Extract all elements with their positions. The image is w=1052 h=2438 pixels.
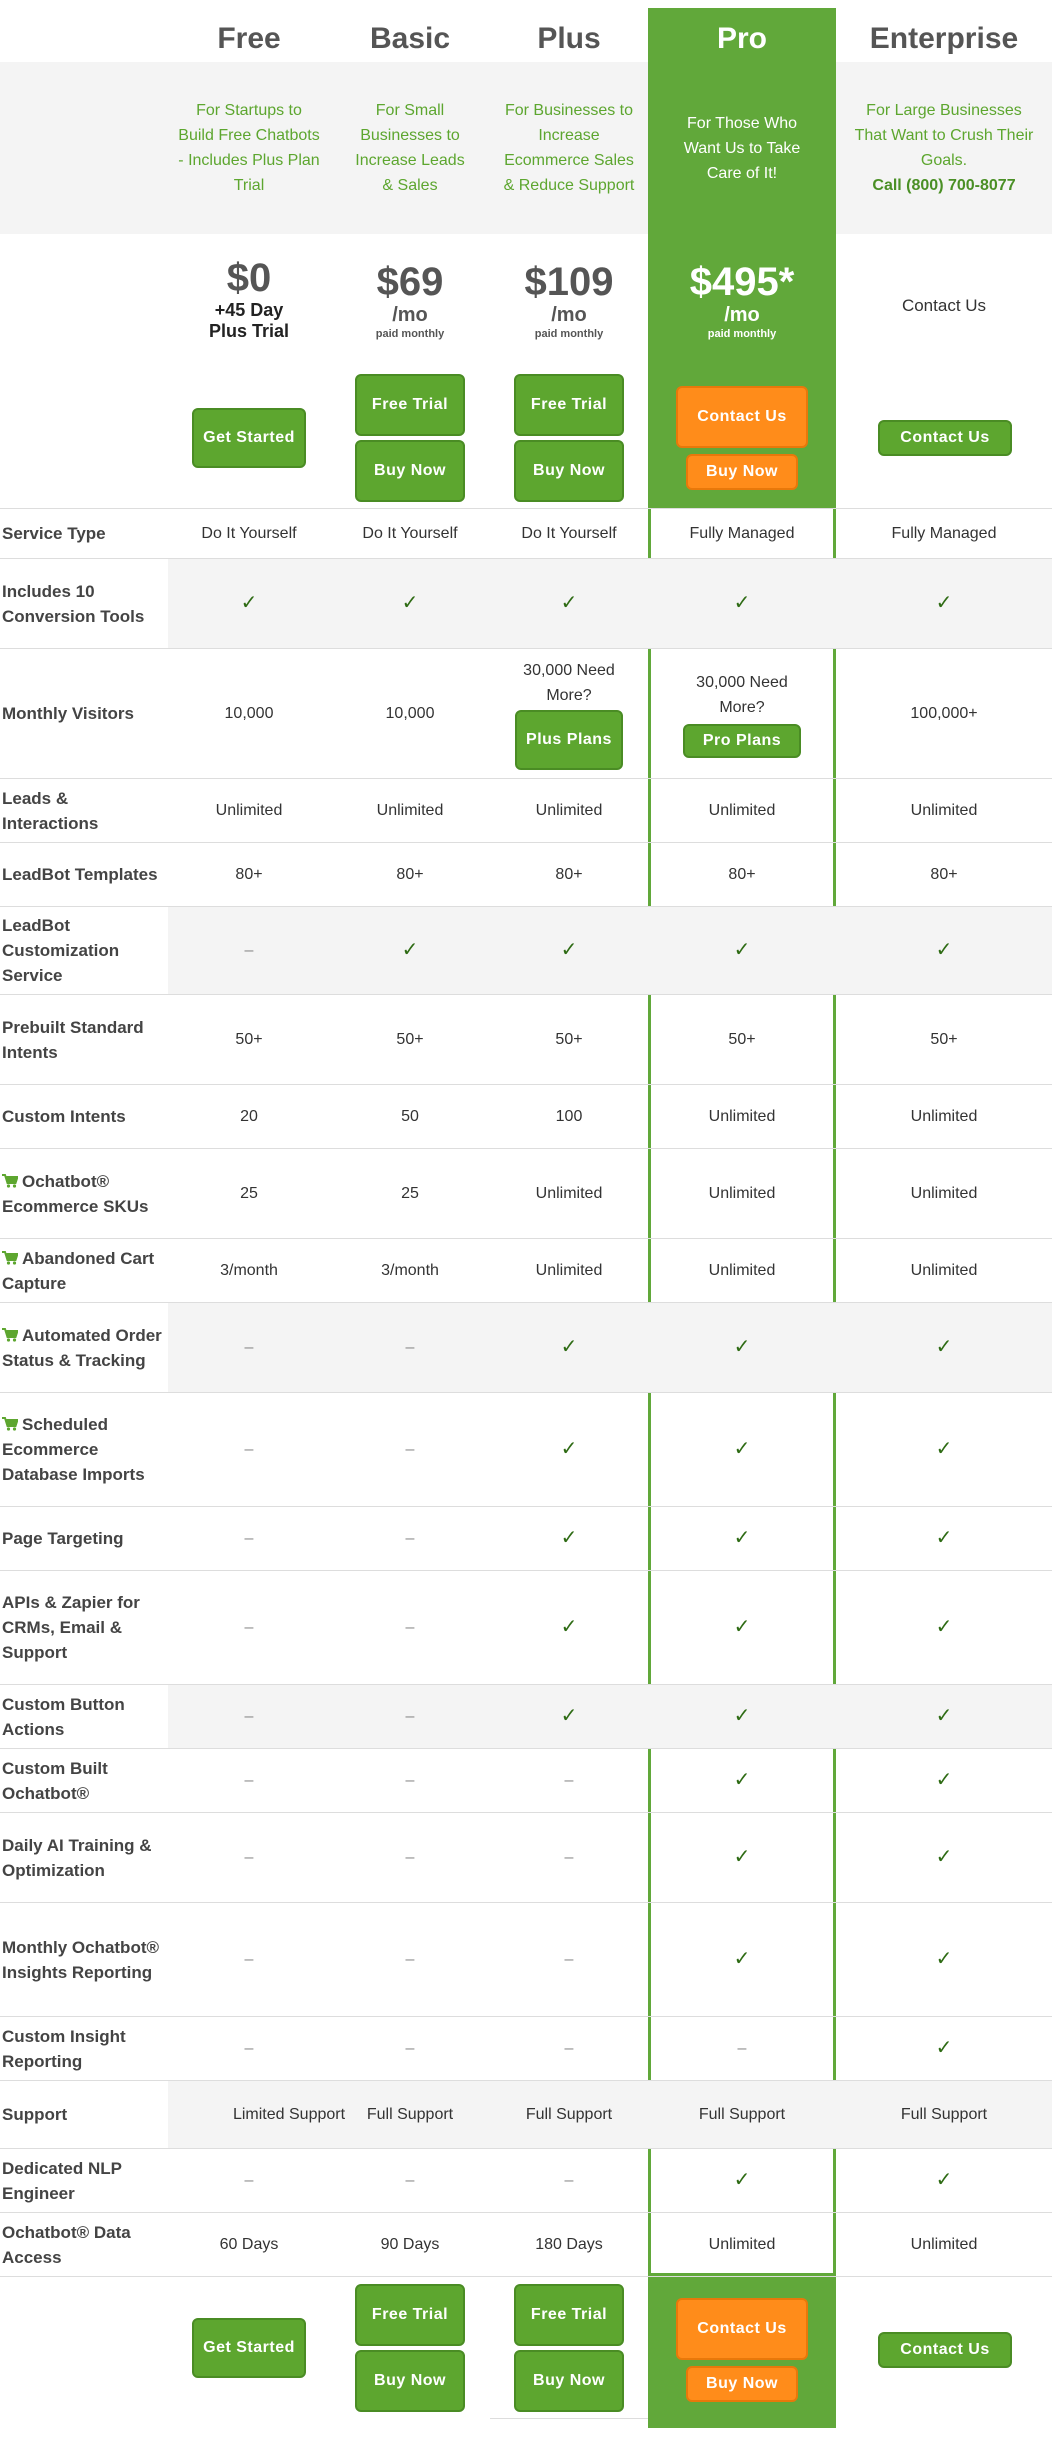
check-icon: ✓ [733, 2169, 751, 2191]
table-cell: 25 [240, 1185, 258, 1202]
row-label [2, 1813, 162, 1902]
table-cell: Full Support [698, 2106, 786, 2123]
dash-icon: – [244, 1339, 254, 1356]
table-cell: 80+ [930, 866, 958, 883]
table-cell: Do It Yourself [362, 525, 458, 542]
check-icon: ✓ [733, 1616, 751, 1638]
plan-desc-enterprise-text: For Large Businesses That Want to Crush Their Goals. [854, 102, 1034, 169]
price-basic-amount: $69 [376, 260, 444, 304]
table-cell: Unlimited [535, 1185, 603, 1202]
table-cell: Unlimited [708, 2236, 776, 2253]
row-label-text [2, 913, 162, 988]
visitors-value: 30,000 Need More? [696, 673, 788, 716]
table-cell: Unlimited [910, 1262, 978, 1279]
table-cell: Unlimited [708, 1108, 776, 1125]
row-label [2, 1239, 162, 1302]
dash-icon: – [405, 2040, 415, 2057]
check-icon: ✓ [560, 1438, 578, 1460]
table-cell: 50+ [930, 1031, 958, 1048]
check-icon: ✓ [733, 1527, 751, 1549]
price-pro-amount: $495* [689, 260, 795, 304]
check-icon: ✓ [560, 939, 578, 961]
check-icon: ✓ [560, 1616, 578, 1638]
row-label [2, 1085, 162, 1148]
dash-icon: – [564, 2172, 574, 2189]
table-cell: 180 Days [535, 2236, 603, 2253]
check-icon: ✓ [401, 592, 419, 614]
row-label-text [2, 1935, 162, 1985]
row-label-text [2, 2024, 162, 2074]
table-cell: 3/month [220, 1262, 278, 1279]
price-free-amount: $0 [226, 256, 272, 300]
cart-icon [2, 1417, 18, 1431]
plus-buy-now-button-top[interactable]: Buy Now [514, 440, 624, 502]
table-cell: 10,000 [385, 705, 435, 722]
row-label [2, 1903, 162, 2016]
check-icon: ✓ [560, 592, 578, 614]
table-cell: 50+ [396, 1031, 424, 1048]
row-label-text [2, 579, 162, 629]
dash-icon: – [405, 1849, 415, 1866]
plan-title-pro: Pro [716, 22, 767, 55]
check-icon: ✓ [560, 1705, 578, 1727]
row-label [2, 2017, 162, 2080]
table-cell: Unlimited [535, 1262, 603, 1279]
table-cell [490, 649, 648, 778]
row-label-value: Abandoned Cart Capture [2, 1248, 155, 1293]
row-label-value: Custom Button Actions [2, 1694, 125, 1739]
price-basic-period: /mo [392, 304, 428, 326]
check-icon: ✓ [935, 2169, 953, 2191]
row-label [2, 1685, 162, 1748]
dash-icon: – [564, 1772, 574, 1789]
price-plus-amount: $109 [524, 260, 614, 304]
table-bottom-border [0, 2276, 1052, 2277]
price-free [168, 256, 330, 342]
plan-desc-plus: For Businesses to Increase Ecommerce Sales & Reduce Support [503, 102, 635, 194]
table-cell: 100 [555, 1108, 583, 1125]
row-label-text [2, 2156, 162, 2206]
check-icon: ✓ [935, 1438, 953, 1460]
pro-buy-now-button-top[interactable]: Buy Now [686, 454, 798, 490]
check-icon: ✓ [935, 939, 953, 961]
plan-title-free: Free [217, 22, 281, 55]
row-label-text [2, 1526, 124, 1551]
pro-contact-us-button-top[interactable]: Contact Us [676, 386, 808, 448]
check-icon: ✓ [560, 1336, 578, 1358]
row-label [2, 1149, 162, 1238]
table-cell: 80+ [555, 866, 583, 883]
row-label [2, 907, 162, 994]
row-label-text [2, 521, 106, 546]
table-cell: 20 [240, 1108, 258, 1125]
price-basic-billing: paid monthly [375, 328, 445, 340]
table-cell: Unlimited [910, 1185, 978, 1202]
table-cell: 50+ [555, 1031, 583, 1048]
check-icon: ✓ [733, 1948, 751, 1970]
row-label [2, 2081, 162, 2148]
check-icon: ✓ [733, 1846, 751, 1868]
row-label-value: Prebuilt Standard Intents [2, 1017, 144, 1062]
table-cell: Unlimited [708, 1185, 776, 1202]
dash-icon: – [244, 942, 254, 959]
visitors-value: 30,000 Need More? [523, 661, 615, 704]
row-label-text [2, 1169, 162, 1219]
row-label-value: LeadBot Customization Service [2, 916, 120, 985]
table-cell: Do It Yourself [201, 525, 297, 542]
table-cell: Unlimited [376, 802, 444, 819]
table-cell: Unlimited [910, 2236, 978, 2253]
dash-icon: – [405, 1441, 415, 1458]
row-label-value: Support [2, 2105, 68, 2124]
table-cell: Unlimited [535, 802, 603, 819]
row-label-value: Custom Insight Reporting [2, 2026, 126, 2071]
row-label [2, 1571, 162, 1684]
plan-desc-free: For Startups to Build Free Chatbots - Includes Plus Plan Trial [178, 102, 320, 194]
row-label [2, 1303, 162, 1392]
table-cell: Unlimited [215, 802, 283, 819]
price-pro [648, 260, 836, 342]
row-label-value: Ochatbot® Data Access [2, 2222, 131, 2267]
table-cell: 50+ [728, 1031, 756, 1048]
check-icon: ✓ [240, 592, 258, 614]
row-label-text [2, 1692, 162, 1742]
dash-icon: – [405, 1708, 415, 1725]
check-icon: ✓ [935, 1336, 953, 1358]
table-cell: 90 Days [380, 2236, 440, 2253]
price-plus-billing: paid monthly [534, 328, 604, 340]
cart-icon [2, 1174, 18, 1188]
dash-icon: – [244, 1849, 254, 1866]
dash-icon: – [405, 1951, 415, 1968]
table-cell: 50 [401, 1108, 419, 1125]
row-label-text [2, 1756, 162, 1806]
plus-buy-now-button-bottom[interactable]: Buy Now [514, 2350, 624, 2412]
plan-desc-basic: For Small Businesses to Increase Leads & Sales [355, 102, 465, 194]
dash-icon: – [564, 1849, 574, 1866]
check-icon: ✓ [733, 1705, 751, 1727]
price-pro-period: /mo [724, 304, 760, 326]
row-label [2, 843, 162, 906]
row-label-text [2, 2102, 67, 2127]
footer-divider [490, 2418, 648, 2419]
dash-icon: – [244, 1708, 254, 1725]
table-cell: 3/month [381, 1262, 439, 1279]
dash-icon: – [244, 2172, 254, 2189]
table-cell: Full Support [525, 2106, 613, 2123]
row-label-value: Service Type [2, 524, 106, 543]
check-icon: ✓ [935, 2037, 953, 2059]
check-icon: ✓ [935, 1705, 953, 1727]
row-label-text [2, 1590, 162, 1665]
dash-icon: – [244, 2040, 254, 2057]
pro-contact-us-button-bottom[interactable]: Contact Us [676, 2298, 808, 2360]
row-label [2, 559, 162, 648]
table-cell: 80+ [235, 866, 263, 883]
plus-free-trial-button-top[interactable]: Free Trial [514, 374, 624, 436]
table-cell: 50+ [235, 1031, 263, 1048]
get-started-button-bottom[interactable]: Get Started [192, 2318, 306, 2378]
check-icon: ✓ [935, 592, 953, 614]
row-label [2, 2149, 162, 2212]
row-label-text [2, 1104, 126, 1129]
dash-icon: – [244, 1951, 254, 1968]
row-label-value: Monthly Visitors [2, 704, 134, 723]
dash-icon: – [564, 1951, 574, 1968]
plan-desc-pro: For Those Who Want Us to Take Care of It! [683, 114, 801, 182]
plus-free-trial-button-bottom[interactable]: Free Trial [514, 2284, 624, 2346]
table-cell [651, 649, 833, 778]
row-label [2, 509, 162, 558]
row-label-value: APIs & Zapier for CRMs, Email & Support [2, 1593, 140, 1662]
row-label [2, 995, 162, 1084]
row-label [2, 779, 162, 842]
row-label-text [2, 1015, 162, 1065]
row-label-value: Custom Intents [2, 1107, 126, 1126]
row-label-text [2, 786, 162, 836]
basic-buy-now-button-bottom[interactable]: Buy Now [355, 2350, 465, 2412]
enterprise-phone[interactable]: Call (800) 700-8077 [872, 177, 1016, 194]
dash-icon: – [244, 1441, 254, 1458]
dash-icon: – [244, 1619, 254, 1636]
enterprise-contact-us-button-bottom[interactable]: Contact Us [878, 2332, 1012, 2368]
dash-icon: – [564, 2040, 574, 2057]
dash-icon: – [405, 2172, 415, 2189]
table-cell: Unlimited [910, 1108, 978, 1125]
price-free-trial: +45 Day Plus Trial [208, 300, 290, 341]
row-label-value: Custom Built Ochatbot® [2, 1758, 108, 1803]
row-label-text [2, 2220, 162, 2270]
price-plus [490, 260, 648, 342]
row-label-value: Scheduled Ecommerce Database Imports [2, 1415, 145, 1484]
check-icon: ✓ [733, 1769, 751, 1791]
price-plus-period: /mo [551, 304, 587, 326]
dash-icon: – [244, 1530, 254, 1547]
cart-icon [2, 1328, 18, 1342]
plan-desc-enterprise [850, 62, 1038, 234]
table-cell: Limited Support [232, 2106, 346, 2123]
check-icon: ✓ [935, 1769, 953, 1791]
price-enterprise-contact: Contact Us [901, 296, 987, 315]
cart-icon [2, 1251, 18, 1265]
price-basic [330, 260, 490, 342]
basic-free-trial-button-bottom[interactable]: Free Trial [355, 2284, 465, 2346]
get-started-button-top[interactable]: Get Started [192, 408, 306, 468]
check-icon: ✓ [935, 1527, 953, 1549]
table-cell: Unlimited [910, 802, 978, 819]
row-label-text [2, 862, 158, 887]
table-cell: Unlimited [708, 1262, 776, 1279]
check-icon: ✓ [401, 939, 419, 961]
check-icon: ✓ [935, 1616, 953, 1638]
pro-plans-button[interactable]: Pro Plans [683, 724, 801, 758]
dash-icon: – [244, 1772, 254, 1789]
row-label-value: Ochatbot® Ecommerce SKUs [2, 1171, 149, 1216]
pro-buy-now-button-bottom[interactable]: Buy Now [686, 2366, 798, 2402]
table-cell: Unlimited [708, 802, 776, 819]
table-cell: 60 Days [219, 2236, 279, 2253]
basic-buy-now-button-top[interactable]: Buy Now [355, 440, 465, 502]
dash-icon: – [737, 2040, 747, 2057]
table-cell: Fully Managed [891, 525, 997, 542]
row-label-value: Leads & Interactions [2, 788, 99, 833]
check-icon: ✓ [733, 939, 751, 961]
row-label-text [2, 1323, 162, 1373]
row-label-value: Page Targeting [2, 1529, 124, 1548]
row-label [2, 649, 162, 778]
table-cell: 25 [401, 1185, 419, 1202]
plan-title-enterprise: Enterprise [869, 22, 1019, 55]
check-icon: ✓ [733, 592, 751, 614]
dash-icon: – [405, 1619, 415, 1636]
basic-free-trial-button-top[interactable]: Free Trial [355, 374, 465, 436]
row-label-value: Includes 10 Conversion Tools [2, 581, 145, 626]
table-cell: Full Support [900, 2106, 988, 2123]
row-label-text [2, 701, 134, 726]
row-label-text [2, 1412, 162, 1487]
check-icon: ✓ [935, 1948, 953, 1970]
table-cell: 80+ [728, 866, 756, 883]
dash-icon: – [405, 1339, 415, 1356]
table-cell: Do It Yourself [521, 525, 617, 542]
table-cell: 10,000 [224, 705, 274, 722]
table-cell: 80+ [396, 866, 424, 883]
row-label-text [2, 1246, 162, 1296]
table-cell: Fully Managed [689, 525, 795, 542]
check-icon: ✓ [733, 1438, 751, 1460]
check-icon: ✓ [733, 1336, 751, 1358]
row-label-value: Daily AI Training & Optimization [2, 1835, 152, 1880]
table-cell: Full Support [366, 2106, 454, 2123]
row-label-value: Dedicated NLP Engineer [2, 2158, 122, 2203]
row-label [2, 2213, 162, 2276]
check-icon: ✓ [935, 1846, 953, 1868]
row-label [2, 1749, 162, 1812]
plan-title-plus: Plus [537, 22, 601, 55]
table-cell: 100,000+ [910, 705, 978, 722]
price-pro-billing: paid monthly [707, 328, 777, 340]
dash-icon: – [405, 1530, 415, 1547]
row-label-value: LeadBot Templates [2, 865, 158, 884]
row-label-value: Monthly Ochatbot® Insights Reporting [2, 1937, 160, 1982]
row-label-value: Automated Order Status & Tracking [2, 1325, 162, 1370]
check-icon: ✓ [560, 1527, 578, 1549]
row-label-text [2, 1833, 162, 1883]
dash-icon: – [405, 1772, 415, 1789]
row-label [2, 1393, 162, 1506]
plan-title-basic: Basic [369, 22, 451, 55]
row-label [2, 1507, 162, 1570]
enterprise-contact-us-button-top[interactable]: Contact Us [878, 420, 1012, 456]
plus-plans-button[interactable]: Plus Plans [515, 710, 623, 770]
